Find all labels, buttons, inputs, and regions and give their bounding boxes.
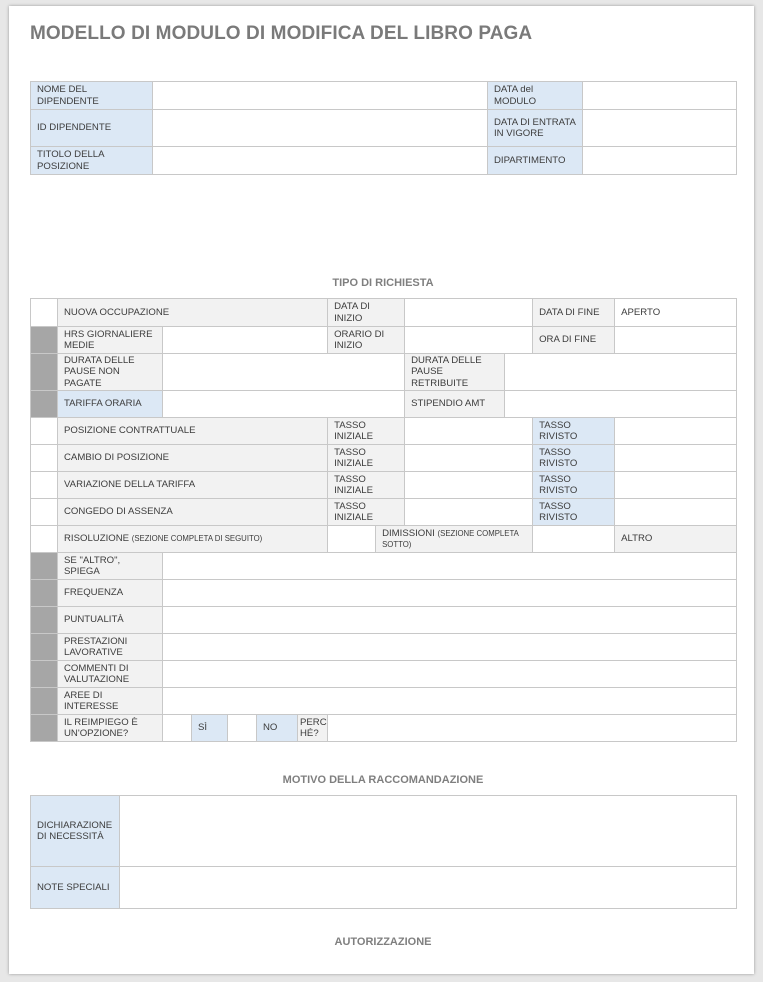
rate-initial-rate-field[interactable] [405, 472, 533, 499]
rate-change-checkbox[interactable] [31, 472, 58, 499]
performance-marker [31, 634, 58, 661]
rehire-why-label: PERC HÉ? [298, 715, 328, 742]
form-page [9, 6, 754, 974]
position-initial-rate-field[interactable] [405, 445, 533, 472]
special-notes-field[interactable] [120, 867, 737, 909]
hourly-rate-label: TARIFFA ORARIA [58, 391, 163, 418]
job-performance-label: PRESTAZIONI LAVORATIVE [58, 634, 163, 661]
employee-id-label: ID DIPENDENTE [31, 110, 153, 147]
effective-date-label: DATA DI ENTRATA IN VIGORE [488, 110, 583, 147]
department-field[interactable] [583, 147, 737, 175]
paid-breaks-label: DURATA DELLE PAUSE RETRIBUITE [405, 354, 505, 391]
new-job-label: NUOVA OCCUPAZIONE [58, 299, 328, 327]
other-label: ALTRO [615, 526, 737, 553]
avg-daily-hours-field[interactable] [163, 327, 328, 354]
rehire-why-field[interactable] [328, 715, 737, 742]
start-time-label: ORARIO DI INIZIO [328, 327, 405, 354]
rate-initial-rate-label: TASSO INIZIALE [328, 472, 405, 499]
attendance-label: FREQUENZA [58, 580, 163, 607]
recommendation-heading: MOTIVO DELLA RACCOMANDAZIONE [282, 774, 484, 786]
position-initial-rate-label: TASSO INIZIALE [328, 445, 405, 472]
start-date-field[interactable] [405, 299, 533, 327]
position-title-field[interactable] [153, 147, 488, 175]
request-type-table [30, 298, 737, 742]
punctuality-field[interactable] [163, 607, 737, 634]
hourly-rate-marker [31, 391, 58, 418]
position-title-label: TITOLO DELLA POSIZIONE [31, 147, 153, 175]
termination-note: (SEZIONE COMPLETA DI SEGUITO) [131, 534, 263, 544]
termination-text: RISOLUZIONE [64, 533, 130, 545]
position-revised-rate-label: TASSO RIVISTO [533, 445, 615, 472]
position-change-label: CAMBIO DI POSIZIONE [58, 445, 328, 472]
new-job-checkbox[interactable] [31, 299, 58, 327]
salary-amt-label: STIPENDIO AMT [405, 391, 505, 418]
rehire-option-label: IL REIMPIEGO È UN'OPZIONE? [58, 715, 163, 742]
areas-of-interest-label: AREE DI INTERESSE [58, 688, 163, 715]
form-date-field[interactable] [583, 82, 737, 110]
employee-name-label: NOME DEL DIPENDENTE [31, 82, 153, 110]
authorization-heading: AUTORIZZAZIONE [334, 936, 432, 948]
areas-of-interest-field[interactable] [163, 688, 737, 715]
hourly-rate-field[interactable] [163, 391, 405, 418]
start-date-label: DATA DI INIZIO [328, 299, 405, 327]
effective-date-field[interactable] [583, 110, 737, 147]
salary-amt-field[interactable] [505, 391, 737, 418]
statement-of-need-label: DICHIARAZIONE DI NECESSITÀ [31, 796, 120, 867]
start-time-field[interactable] [405, 327, 533, 354]
open-end-date-value[interactable]: APERTO [615, 299, 737, 327]
leave-revised-rate-field[interactable] [615, 499, 737, 526]
employee-name-field[interactable] [153, 82, 488, 110]
if-other-explain-field[interactable] [163, 553, 737, 580]
unpaid-breaks-field[interactable] [163, 354, 405, 391]
paid-breaks-field[interactable] [505, 354, 737, 391]
resignation-note: (SEZIONE COMPLETA SOTTO) [382, 528, 519, 549]
rehire-no-label: NO [257, 715, 298, 742]
attendance-marker [31, 580, 58, 607]
contract-position-checkbox[interactable] [31, 418, 58, 445]
position-change-checkbox[interactable] [31, 445, 58, 472]
avg-daily-hours-label: HRS GIORNALIERE MEDIE [58, 327, 163, 354]
other-checkbox[interactable] [533, 526, 615, 553]
special-notes-label: NOTE SPECIALI [31, 867, 120, 909]
punctuality-label: PUNTUALITÀ [58, 607, 163, 634]
rehire-yes-label: SÌ [192, 715, 228, 742]
unpaid-breaks-label: DURATA DELLE PAUSE NON PAGATE [58, 354, 163, 391]
end-time-label: ORA DI FINE [533, 327, 615, 354]
leave-initial-rate-label: TASSO INIZIALE [328, 499, 405, 526]
employee-id-field[interactable] [153, 110, 488, 147]
contract-revised-rate-label: TASSO RIVISTO [533, 418, 615, 445]
form-date-label: DATA del MODULO [488, 82, 583, 110]
contract-position-label: POSIZIONE CONTRATTUALE [58, 418, 328, 445]
leave-label: CONGEDO DI ASSENZA [58, 499, 328, 526]
resignation-checkbox[interactable] [328, 526, 376, 553]
evaluation-comments-label: COMMENTI DI VALUTAZIONE [58, 661, 163, 688]
rehire-marker [31, 715, 58, 742]
page-title: MODELLO DI MODULO DI MODIFICA DEL LIBRO PAGA [30, 23, 533, 44]
explain-marker [31, 553, 58, 580]
breaks-marker [31, 354, 58, 391]
end-time-field[interactable] [615, 327, 737, 354]
termination-checkbox[interactable] [31, 526, 58, 553]
interests-marker [31, 688, 58, 715]
contract-revised-rate-field[interactable] [615, 418, 737, 445]
punctuality-marker [31, 607, 58, 634]
rate-revised-rate-field[interactable] [615, 472, 737, 499]
department-label: DIPARTIMENTO [488, 147, 583, 175]
attendance-field[interactable] [163, 580, 737, 607]
rehire-no-checkbox[interactable] [228, 715, 257, 742]
statement-of-need-field[interactable] [120, 796, 737, 867]
recommendation-table [30, 795, 737, 909]
termination-label [58, 526, 328, 553]
request-type-heading: TIPO DI RICHIESTA [332, 277, 434, 289]
rehire-yes-checkbox[interactable] [163, 715, 192, 742]
if-other-explain-label: SE "ALTRO", SPIEGA [58, 553, 163, 580]
avg-hours-marker [31, 327, 58, 354]
leave-checkbox[interactable] [31, 499, 58, 526]
leave-revised-rate-label: TASSO RIVISTO [533, 499, 615, 526]
leave-initial-rate-field[interactable] [405, 499, 533, 526]
position-revised-rate-field[interactable] [615, 445, 737, 472]
evaluation-comments-field[interactable] [163, 661, 737, 688]
contract-initial-rate-label: TASSO INIZIALE [328, 418, 405, 445]
employee-info-table [30, 81, 737, 175]
rate-revised-rate-label: TASSO RIVISTO [533, 472, 615, 499]
rate-change-label: VARIAZIONE DELLA TARIFFA [58, 472, 328, 499]
resignation-label [376, 526, 533, 553]
resignation-text: DIMISSIONI [382, 527, 435, 539]
job-performance-field[interactable] [163, 634, 737, 661]
contract-initial-rate-field[interactable] [405, 418, 533, 445]
evaluation-marker [31, 661, 58, 688]
end-date-label: DATA DI FINE [533, 299, 615, 327]
